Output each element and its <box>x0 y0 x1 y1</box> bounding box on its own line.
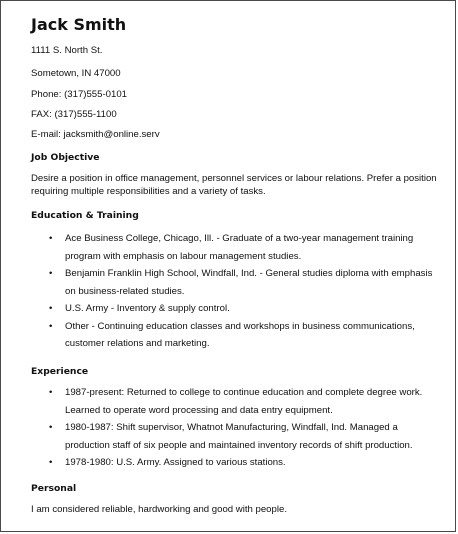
experience-item <box>31 419 441 454</box>
objective-text: Desire a position in office management, personnel services or labour relations. Prefer a position requiring multiple responsibilities and a variety of tasks. <box>31 173 437 197</box>
contact-phone: Phone: (317)555-0101 <box>31 89 128 100</box>
bullet-icon: • <box>49 320 53 332</box>
education-item-text: U.S. Army - Inventory & supply control. <box>65 303 230 314</box>
bullet-icon: • <box>49 268 53 279</box>
education-item <box>31 318 441 353</box>
contact-fax: FAX: (317)555-1100 <box>31 109 117 120</box>
education-item <box>31 230 441 265</box>
bullet-icon: • <box>49 303 53 314</box>
education-item <box>31 265 441 300</box>
experience-item <box>31 454 441 472</box>
bullet-icon: • <box>49 233 53 244</box>
experience-item-text: 1978-1980: U.S. Army. Assigned to various stations. <box>65 457 286 468</box>
bullet-icon: • <box>49 457 53 468</box>
bullet-icon: • <box>49 422 53 433</box>
education-item-text: Ace Business College, Chicago, Ill. - Graduate of a two-year management training program with emphasis on labour management studies. <box>65 233 414 262</box>
experience-item-text: 1980-1987: Shift supervisor, Whatnot Manufacturing, Windfall, Ind. Managed a production staff of six people and maintained inventory records of shift production. <box>65 422 413 451</box>
contact-email: E-mail: jacksmith@online.serv <box>31 129 160 140</box>
education-item-text: Benjamin Franklin High School, Windfall, Ind. - General studies diploma with emphasis on business-related studies. <box>65 268 433 297</box>
education-list <box>31 230 441 353</box>
personal-text: I am considered reliable, hardworking and good with people. <box>31 504 287 515</box>
contact-address: 1111 S. North St. <box>31 45 103 56</box>
contact-city: Sometown, IN 47000 <box>31 68 121 79</box>
experience-list <box>31 384 441 472</box>
resume-name: Jack Smith <box>31 15 127 34</box>
education-item <box>31 300 441 318</box>
education-heading: Education & Training <box>31 210 139 221</box>
experience-item-text: 1987-present: Returned to college to continue education and complete degree work. Learned to operate word processing and data entry equipment. <box>65 387 423 416</box>
experience-heading: Experience <box>31 366 89 377</box>
bullet-icon: • <box>49 387 53 398</box>
personal-heading: Personal <box>31 483 77 494</box>
objective-heading: Job Objective <box>31 152 100 163</box>
education-item-text: Other - Continuing education classes and workshops in business communications, customer relations and marketing. <box>65 320 415 349</box>
experience-item <box>31 384 441 419</box>
